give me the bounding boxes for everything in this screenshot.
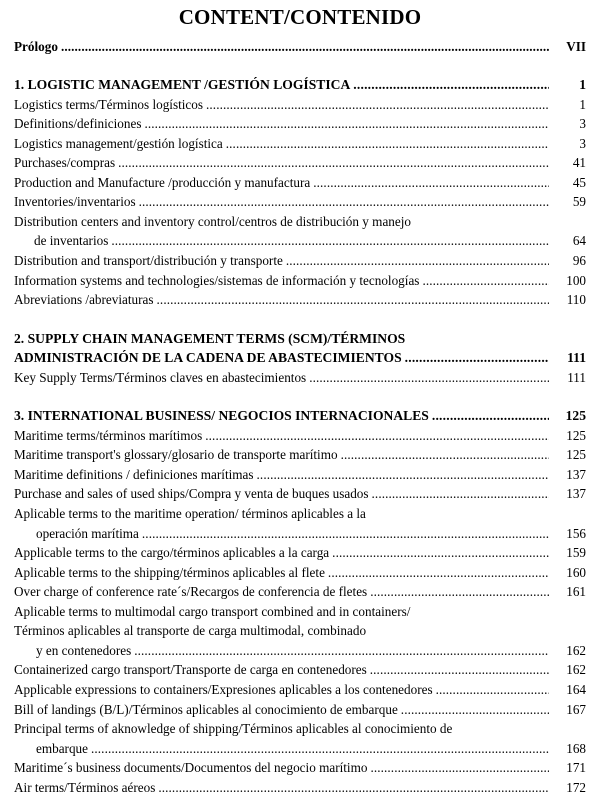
toc-leader-dots: [134, 643, 549, 658]
toc-leader-dots: [144, 116, 549, 131]
toc-entry-label: Applicable terms to the cargo/términos aplicables a la carga: [14, 545, 330, 561]
toc-entry-label: Principal terms of aknowledge of shipping/Términos aplicables al conocimiento de: [14, 721, 453, 737]
toc-entry-page: 168: [566, 740, 586, 756]
toc-entry-label: Inventories/inventarios: [14, 194, 136, 210]
toc-leader-dots: [309, 370, 549, 385]
toc-entry: [14, 501, 586, 521]
toc-entry-label: Definitions/definiciones: [14, 116, 142, 132]
toc-leader-dots: [111, 233, 549, 248]
toc-entry-page: 1: [579, 96, 586, 112]
toc-leader-dots: [157, 292, 549, 307]
toc-entry: [14, 677, 586, 697]
toc-entry: [14, 92, 586, 112]
toc-leader-dots: [432, 408, 549, 423]
toc-entry-page: 96: [572, 253, 586, 269]
toc-entry-page: 45: [572, 174, 586, 190]
toc-entry-label: Términos aplicables al transporte de carga multimodal, combinado: [14, 623, 367, 639]
toc-entry-label: 2. SUPPLY CHAIN MANAGEMENT TERMS (SCM)/TÉRMINOS: [14, 330, 406, 346]
toc-entry: [14, 541, 586, 561]
toc-entry-label: Aplicable terms to multimodal cargo transport combined and in containers/: [14, 603, 411, 619]
toc-entry: [14, 404, 586, 424]
toc-entry: [14, 112, 586, 132]
toc-entry-label: embarque: [36, 740, 88, 756]
toc-leader-dots: [286, 253, 549, 268]
toc-entry-page: 172: [566, 779, 586, 795]
toc-entry-label: Containerized cargo transport/Transporte de carga en contenedores: [14, 662, 367, 678]
toc-entry: [14, 288, 586, 308]
toc-leader-dots: [370, 584, 549, 599]
toc-entry-label: Aplicable terms to the maritime operation/ términos aplicables a la: [14, 506, 366, 522]
toc-entry: [14, 736, 586, 756]
toc-entry-label: Key Supply Terms/Términos claves en abastecimientos: [14, 369, 307, 385]
toc-leader-dots: [328, 565, 549, 580]
toc-leader-dots: [206, 97, 549, 112]
toc-entry-label: ADMINISTRACIÓN DE LA CADENA DE ABASTECIMIENTOS: [14, 350, 402, 366]
toc-entry: [14, 209, 586, 229]
toc-entry-label: Bill of landings (B/L)/Términos aplicables al conocimiento de embarque: [14, 701, 398, 717]
toc-leader-dots: [118, 155, 549, 170]
toc-leader-dots: [313, 175, 549, 190]
toc-entry-label: Distribution and transport/distribución y transporte: [14, 253, 283, 269]
toc-entry-page: 111: [567, 369, 586, 385]
toc-leader-dots: [139, 194, 549, 209]
toc-leader-dots: [370, 760, 549, 775]
toc-entry: [14, 697, 586, 717]
toc-entry-label: Prólogo: [14, 38, 58, 54]
toc-entry-page: 125: [566, 427, 586, 443]
toc-entry-page: 162: [566, 642, 586, 658]
toc-entry-label: Production and Manufacture /producción y manufactura: [14, 174, 311, 190]
toc-entry-label: 1. LOGISTIC MANAGEMENT /GESTIÓN LOGÍSTICA: [14, 77, 351, 93]
toc-entry-page: 59: [572, 194, 586, 210]
toc-entry: [14, 73, 586, 93]
toc-entry: [14, 365, 586, 385]
toc-leader-dots: [158, 780, 549, 795]
toc-entry: [14, 443, 586, 463]
toc-leader-dots: [422, 273, 549, 288]
toc-entry-label: 3. INTERNATIONAL BUSINESS/ NEGOCIOS INTERNACIONALES: [14, 408, 429, 424]
toc-entry: [14, 717, 586, 737]
toc-entry-page: 110: [566, 292, 586, 308]
toc-entry-label: Information systems and technologies/sistemas de información y tecnologías: [14, 272, 420, 288]
toc-entry-label: Over charge of conference rate´s/Recargos de conferencia de fletes: [14, 584, 368, 600]
toc-entry: [14, 580, 586, 600]
toc-entry-page: 171: [566, 760, 586, 776]
toc-entry: [14, 423, 586, 443]
toc-entry: [14, 326, 586, 346]
toc-entry-label: Logistics terms/Términos logísticos: [14, 96, 204, 112]
toc-leader-dots: [142, 526, 549, 541]
toc-leader-dots: [401, 702, 549, 717]
toc-entry: [14, 482, 586, 502]
toc-entry-label: de inventarios: [34, 233, 109, 249]
toc-entry: [14, 658, 586, 678]
toc-entry-page: 164: [566, 681, 586, 697]
toc-entry: [14, 462, 586, 482]
toc-entry-label: Maritime´s business documents/Documentos del negocio marítimo: [14, 760, 368, 776]
toc-entry-page: 3: [579, 135, 586, 151]
toc-entry-page: 125: [566, 447, 586, 463]
page-title: CONTENT/CONTENIDO: [178, 5, 422, 29]
toc-entry-page: 100: [566, 272, 586, 288]
toc-leader-dots: [226, 136, 549, 151]
toc-entry-page: 125: [565, 408, 586, 424]
toc-entry: [14, 34, 586, 54]
toc-entry: [14, 775, 586, 795]
toc-entry-label: Aplicable terms to the shipping/términos aplicables al flete: [14, 564, 325, 580]
toc-entry: [14, 346, 586, 366]
toc-leader-dots: [405, 350, 549, 365]
toc-leader-dots: [91, 741, 549, 756]
toc-entry-page: 137: [566, 466, 586, 482]
toc-entry-page: 3: [579, 116, 586, 132]
toc-entry-label: operación marítima: [36, 525, 139, 541]
toc-entry-label: Maritime transport's glossary/glosario de transporte marítimo: [14, 447, 338, 463]
toc-entry-page: 137: [566, 486, 586, 502]
toc-entry-label: Logistics management/gestión logística: [14, 135, 223, 151]
toc-leader-dots: [370, 662, 549, 677]
toc-entry: [14, 170, 586, 190]
toc-entry-label: Air terms/Términos aéreos: [14, 779, 156, 795]
toc-entry-label: Distribution centers and inventory control/centros de distribución y manejo: [14, 213, 411, 229]
toc-entry-page: VII: [566, 38, 586, 54]
toc-leader-dots: [372, 486, 549, 501]
toc-entry-page: 1: [579, 77, 586, 93]
toc-entry-page: 64: [572, 233, 586, 249]
toc-entry-page: 162: [566, 662, 586, 678]
toc-entry-label: Purchase and sales of used ships/Compra y venta de buques usados: [14, 486, 369, 502]
toc-entry: [14, 619, 586, 639]
toc-entry: [14, 131, 586, 151]
toc-leader-dots: [353, 77, 549, 92]
toc-leader-dots: [341, 447, 549, 462]
toc-entry-page: 161: [566, 584, 586, 600]
toc-entry: [14, 756, 586, 776]
toc-leader-dots: [205, 428, 549, 443]
toc-leader-dots: [436, 682, 549, 697]
toc-entry-label: y en contenedores: [36, 642, 132, 658]
toc-entry: [14, 268, 586, 288]
toc-entry-label: Applicable expressions to containers/Expresiones aplicables a los contenedores: [14, 681, 433, 697]
toc-leader-dots: [61, 39, 549, 54]
toc-entry-page: 156: [566, 525, 586, 541]
toc-entry-label: Purchases/compras: [14, 155, 116, 171]
toc-entry-label: Maritime definitions / definiciones marítimas: [14, 466, 254, 482]
toc-leader-dots: [257, 467, 549, 482]
toc-entry: [14, 248, 586, 268]
toc-entry-label: Maritime terms/términos marítimos: [14, 427, 203, 443]
toc-entry-label: Abreviations /abreviaturas: [14, 292, 154, 308]
toc-entry: [14, 638, 586, 658]
toc-entry: [14, 229, 586, 249]
table-of-contents: [14, 34, 586, 795]
toc-entry-page: 167: [566, 701, 586, 717]
toc-entry-page: 159: [566, 545, 586, 561]
toc-entry: [14, 599, 586, 619]
toc-leader-dots: [332, 545, 549, 560]
toc-entry: [14, 560, 586, 580]
toc-entry-page: 160: [566, 564, 586, 580]
toc-entry: [14, 151, 586, 171]
toc-entry: [14, 190, 586, 210]
toc-entry: [14, 521, 586, 541]
toc-entry-page: 41: [572, 155, 586, 171]
toc-entry-page: 111: [567, 350, 586, 366]
